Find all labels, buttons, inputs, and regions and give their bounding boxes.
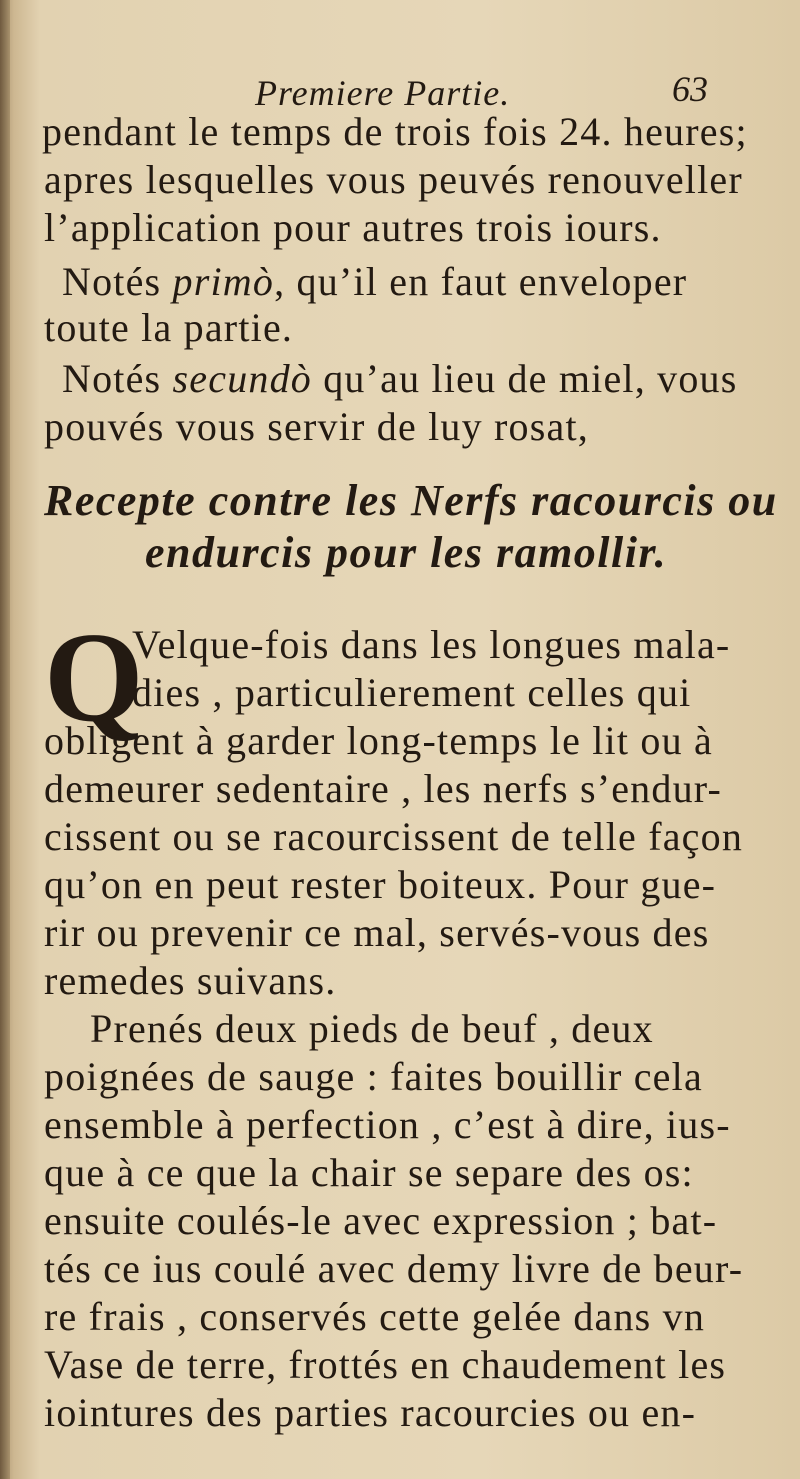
- section-heading-line-2: endurcis pour les ramollir.: [145, 528, 668, 577]
- text-line: apres lesquelles vous peuvés renouveller: [44, 157, 743, 202]
- text-line: que à ce que la chair se separe des os:: [44, 1150, 694, 1195]
- running-title: Premiere Partie.: [255, 73, 511, 113]
- text-line: pendant le temps de trois fois 24. heures;: [42, 109, 748, 154]
- text-line: demeurer sedentaire , les nerfs s’endur-: [44, 766, 723, 811]
- text-line: ensemble à perfection , c’est à dire, ius-: [44, 1102, 731, 1147]
- text-line: re frais , conservés cette gelée dans vn: [44, 1294, 706, 1339]
- text-line-secundo: Notés secundò qu’au lieu de miel, vous: [62, 356, 738, 401]
- text-line: rir ou prevenir ce mal, servés-vous des: [44, 910, 710, 955]
- text-line-primo: Notés primò, qu’il en faut enveloper: [62, 259, 688, 304]
- text-line: l’application pour autres trois iours.: [44, 205, 662, 250]
- text-line: Velque-fois dans les longues mala-: [132, 622, 731, 667]
- text-line: ensuite coulés-le avec expression ; bat-: [44, 1198, 718, 1243]
- text-line: qu’on en peut rester boiteux. Pour gue-: [44, 862, 717, 907]
- page-number: 63: [672, 69, 708, 109]
- drop-cap: Q: [44, 606, 144, 748]
- text-line: toute la partie.: [44, 305, 294, 350]
- text-line: remedes suivans.: [44, 958, 337, 1003]
- text-line: pouvés vous servir de luy rosat,: [44, 404, 589, 449]
- text-line: dies , particulierement celles qui: [132, 670, 692, 715]
- text-line: poignées de sauge : faites bouillir cela: [44, 1054, 703, 1099]
- text-line: tés ce ius coulé avec demy livre de beur-: [44, 1246, 744, 1291]
- text-line: iointures des parties racourcies ou en-: [44, 1390, 697, 1435]
- page-header: [0, 62, 800, 112]
- section-heading-line-1: Recepte contre les Nerfs racourcis ou: [44, 476, 778, 525]
- text-line: obligent à garder long-temps le lit ou à: [44, 718, 713, 763]
- text-line: Prenés deux pieds de beuf , deux: [90, 1006, 654, 1051]
- text-line: cissent ou se racourcissent de telle façon: [44, 814, 744, 859]
- text-line: Vase de terre, frottés en chaudement les: [44, 1342, 727, 1387]
